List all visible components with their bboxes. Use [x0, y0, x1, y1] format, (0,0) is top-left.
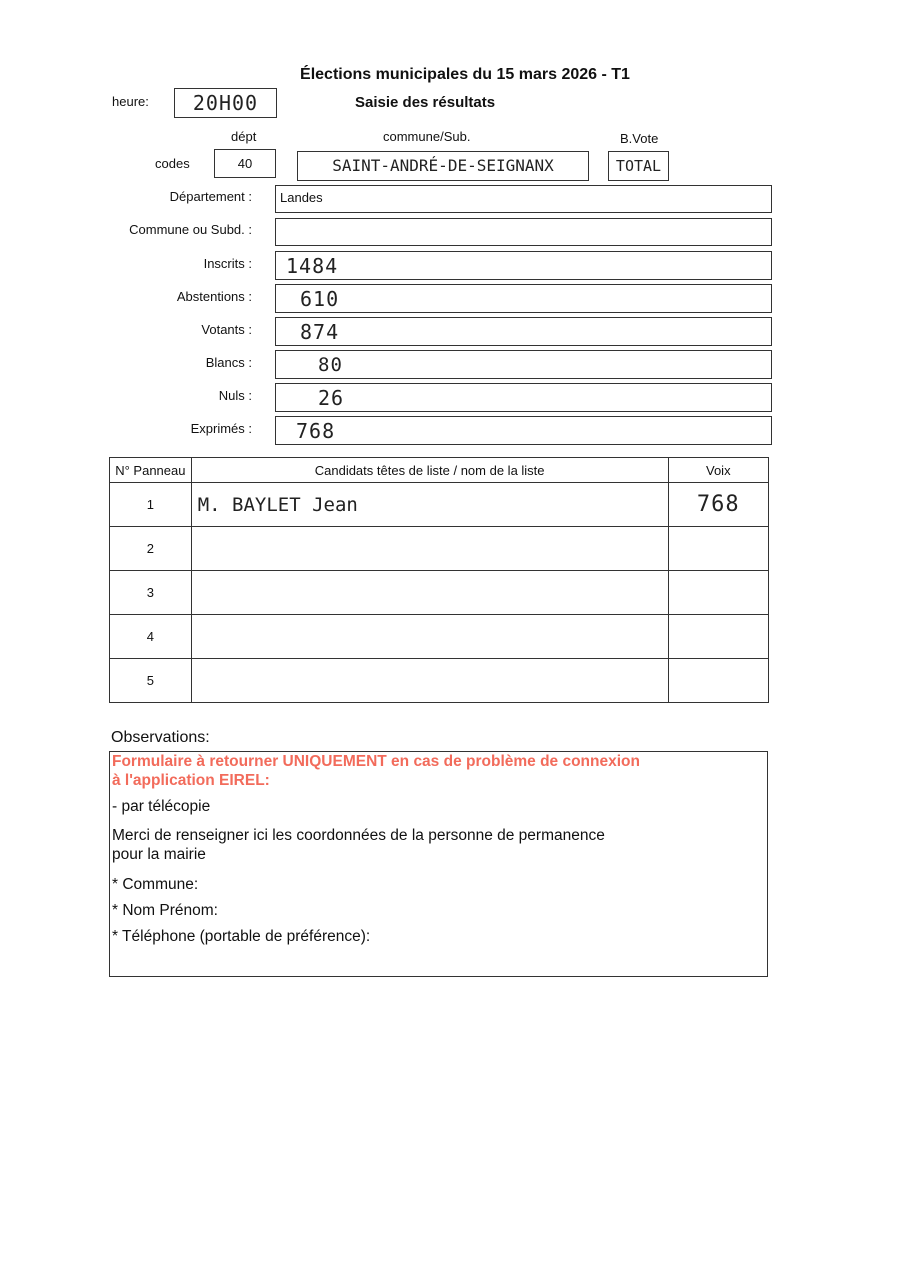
table-row	[110, 483, 769, 527]
codes-label: codes	[155, 156, 190, 171]
candidates-table	[109, 457, 769, 703]
dept-code-field[interactable]: 40	[214, 149, 276, 178]
bvote-code-field[interactable]: TOTAL	[608, 151, 669, 181]
header-candidats: Candidats têtes de liste / nom de la liste	[191, 458, 668, 483]
observations-warning-1: Formulaire à retourner UNIQUEMENT en cas de problème de connexion	[112, 753, 640, 770]
bvote-label: B.Vote	[620, 131, 659, 146]
departement-label: Département :	[169, 189, 252, 204]
nuls-field[interactable]: 26	[275, 383, 772, 412]
inscrits-label: Inscrits :	[203, 256, 252, 271]
row-voix[interactable]	[668, 527, 768, 571]
blancs-label: Blancs :	[205, 355, 252, 370]
header-voix: Voix	[668, 458, 768, 483]
observations-telephone: * Téléphone (portable de préférence):	[112, 928, 371, 945]
table-row	[110, 659, 769, 703]
row-num: 1	[110, 483, 192, 527]
row-voix[interactable]	[668, 571, 768, 615]
row-num: 2	[110, 527, 192, 571]
row-num: 5	[110, 659, 192, 703]
row-candidate[interactable]	[191, 571, 668, 615]
observations-merci-2: pour la mairie	[112, 846, 206, 863]
observations-warning-2: à l'application EIREL:	[112, 772, 270, 789]
commune-subd-label: Commune ou Subd. :	[129, 222, 252, 237]
observations-commune: * Commune:	[112, 876, 199, 893]
table-header-row	[110, 458, 769, 483]
blancs-field[interactable]: 80	[275, 350, 772, 379]
observations-title: Observations:	[111, 729, 210, 746]
abstentions-label: Abstentions :	[176, 289, 252, 304]
row-candidate[interactable]	[191, 615, 668, 659]
row-num: 3	[110, 571, 192, 615]
table-row	[110, 527, 769, 571]
exprimes-field[interactable]: 768	[275, 416, 772, 445]
departement-field[interactable]: Landes	[275, 185, 772, 213]
row-voix[interactable]	[668, 659, 768, 703]
row-candidate[interactable]	[191, 659, 668, 703]
exprimes-label: Exprimés :	[190, 421, 252, 436]
row-candidate[interactable]: M. BAYLET Jean	[191, 483, 668, 527]
table-row	[110, 571, 769, 615]
page-subtitle: Saisie des résultats	[355, 94, 496, 111]
commune-sub-label: commune/Sub.	[383, 129, 471, 144]
observations-merci-1: Merci de renseigner ici les coordonnées de la personne de permanence	[112, 827, 605, 844]
votants-field[interactable]: 874	[275, 317, 772, 346]
votants-label: Votants :	[201, 322, 252, 337]
nuls-label: Nuls :	[218, 388, 252, 403]
row-voix[interactable]	[668, 615, 768, 659]
heure-label: heure:	[112, 94, 149, 109]
inscrits-field[interactable]: 1484	[275, 251, 772, 280]
commune-code-field[interactable]: SAINT-ANDRÉ-DE-SEIGNANX	[297, 151, 589, 181]
table-row	[110, 615, 769, 659]
header-panneau: N° Panneau	[110, 458, 192, 483]
abstentions-field[interactable]: 610	[275, 284, 772, 313]
observations-fax: - par télécopie	[112, 798, 211, 815]
row-candidate[interactable]	[191, 527, 668, 571]
row-voix[interactable]: 768	[668, 483, 768, 527]
commune-subd-field[interactable]	[275, 218, 772, 246]
page-title: Élections municipales du 15 mars 2026 - T1	[300, 66, 630, 83]
row-num: 4	[110, 615, 192, 659]
dept-label: dépt	[231, 129, 257, 144]
observations-box	[109, 751, 768, 977]
heure-field[interactable]: 20H00	[174, 88, 277, 118]
observations-nom: * Nom Prénom:	[112, 902, 218, 919]
